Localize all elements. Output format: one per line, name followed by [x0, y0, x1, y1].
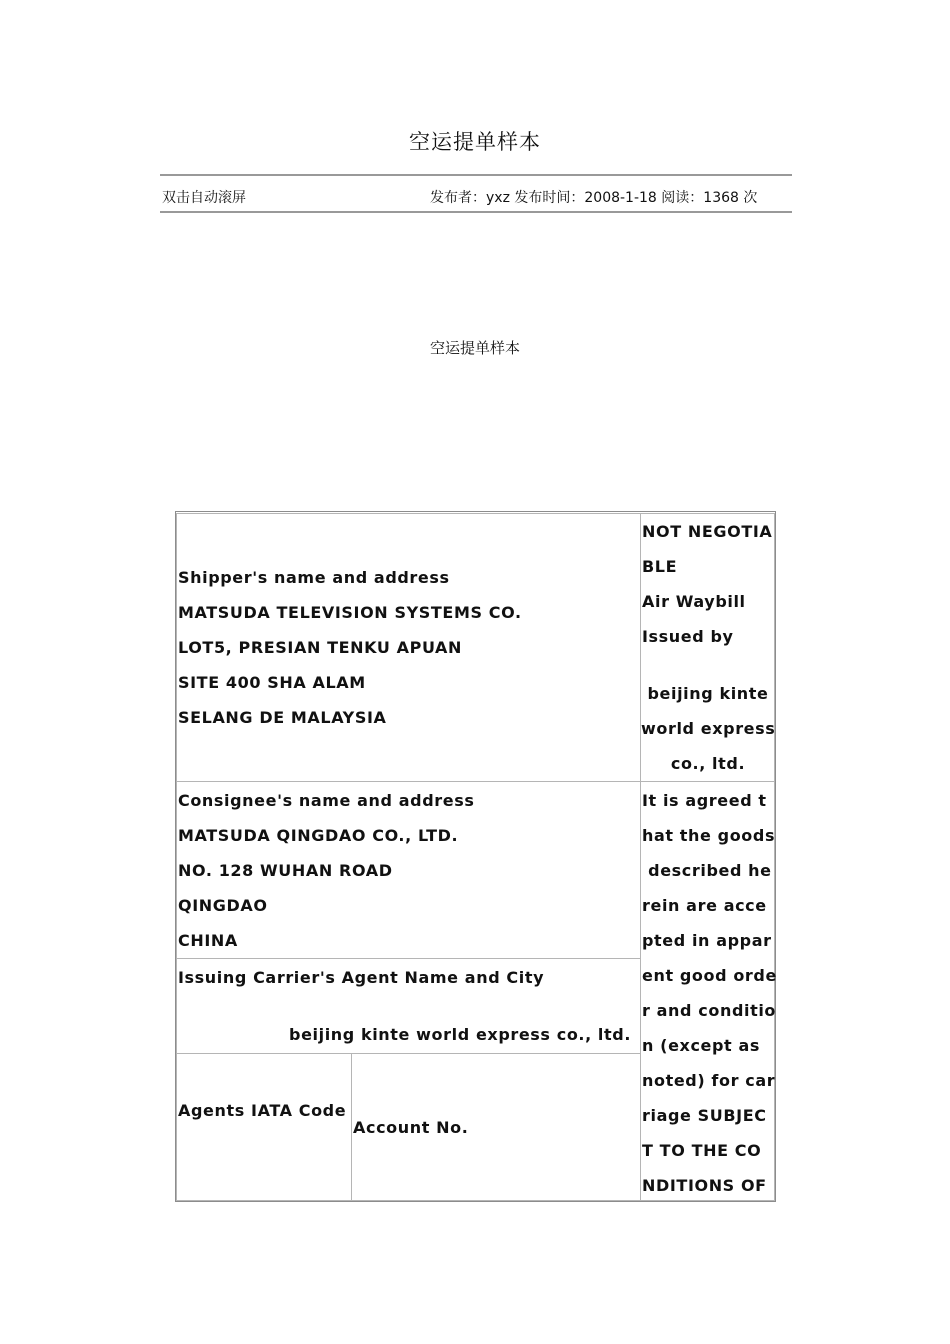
- consignee-line: NO. 128 WUHAN ROAD: [178, 861, 393, 880]
- shipper-line: SELANG DE MALAYSIA: [178, 708, 387, 727]
- not-negotiable-line: NOT NEGOTIA: [642, 522, 773, 541]
- consignee-line: MATSUDA QINGDAO CO., LTD.: [178, 826, 459, 845]
- agreement-line: noted) for car: [642, 1071, 776, 1090]
- agreement-line: ent good orde: [642, 966, 777, 985]
- consignee-block: [178, 783, 474, 958]
- agreement-line: NDITIONS OF: [642, 1176, 767, 1195]
- agreement-line: hat the goods: [642, 826, 776, 845]
- shipper-line: MATSUDA TELEVISION SYSTEMS CO.: [178, 603, 522, 622]
- publisher: 发布者：yxz: [430, 190, 510, 206]
- auto-scroll-link[interactable]: 双击自动滚屏: [162, 190, 246, 206]
- not-negotiable-block: [642, 514, 772, 654]
- account-number-label: Account No.: [353, 1118, 469, 1137]
- air-waybill-label: Air Waybill: [642, 592, 746, 611]
- issuer-block: [641, 676, 775, 781]
- consignee-line: CHINA: [178, 931, 238, 950]
- agreement-line: rein are acce: [642, 896, 767, 915]
- issuer-line: beijing kinte: [647, 684, 769, 703]
- agreement-line: It is agreed t: [642, 791, 767, 810]
- consignee-line: QINGDAO: [178, 896, 268, 915]
- shipper-block: [178, 560, 522, 735]
- read-count: 阅读：1368 次: [661, 190, 758, 206]
- issuer-line: world express: [641, 719, 776, 738]
- shipper-label: Shipper's name and address: [178, 568, 450, 587]
- agreement-block: [642, 783, 777, 1203]
- agreement-line: riage SUBJEC: [642, 1106, 767, 1125]
- issuing-agent-label: Issuing Carrier's Agent Name and City: [178, 968, 545, 987]
- agreement-line: described he: [642, 861, 772, 880]
- agreement-line: r and conditio: [642, 1001, 777, 1020]
- shipper-line: LOT5, PRESIAN TENKU APUAN: [178, 638, 463, 657]
- agreement-line: pted in appar: [642, 931, 772, 950]
- shipper-line: SITE 400 SHA ALAM: [178, 673, 366, 692]
- issuer-line: co., ltd.: [670, 754, 746, 773]
- consignee-label: Consignee's name and address: [178, 791, 475, 810]
- page-title: 空运提单样本: [409, 130, 541, 154]
- top-rule: [160, 174, 792, 176]
- iata-code-label: Agents IATA Code: [178, 1101, 347, 1120]
- bottom-rule: [160, 211, 792, 213]
- agreement-line: T TO THE CO: [642, 1141, 762, 1160]
- agreement-line: n (except as: [642, 1036, 760, 1055]
- issued-by-label: Issued by: [642, 627, 734, 646]
- not-negotiable-line: BLE: [642, 557, 678, 576]
- issuing-agent-value: beijing kinte world express co., ltd.: [289, 1025, 631, 1044]
- document-subtitle: 空运提单样本: [429, 339, 520, 357]
- post-meta: [430, 187, 757, 207]
- publish-time: 发布时间：2008-1-18: [514, 190, 657, 206]
